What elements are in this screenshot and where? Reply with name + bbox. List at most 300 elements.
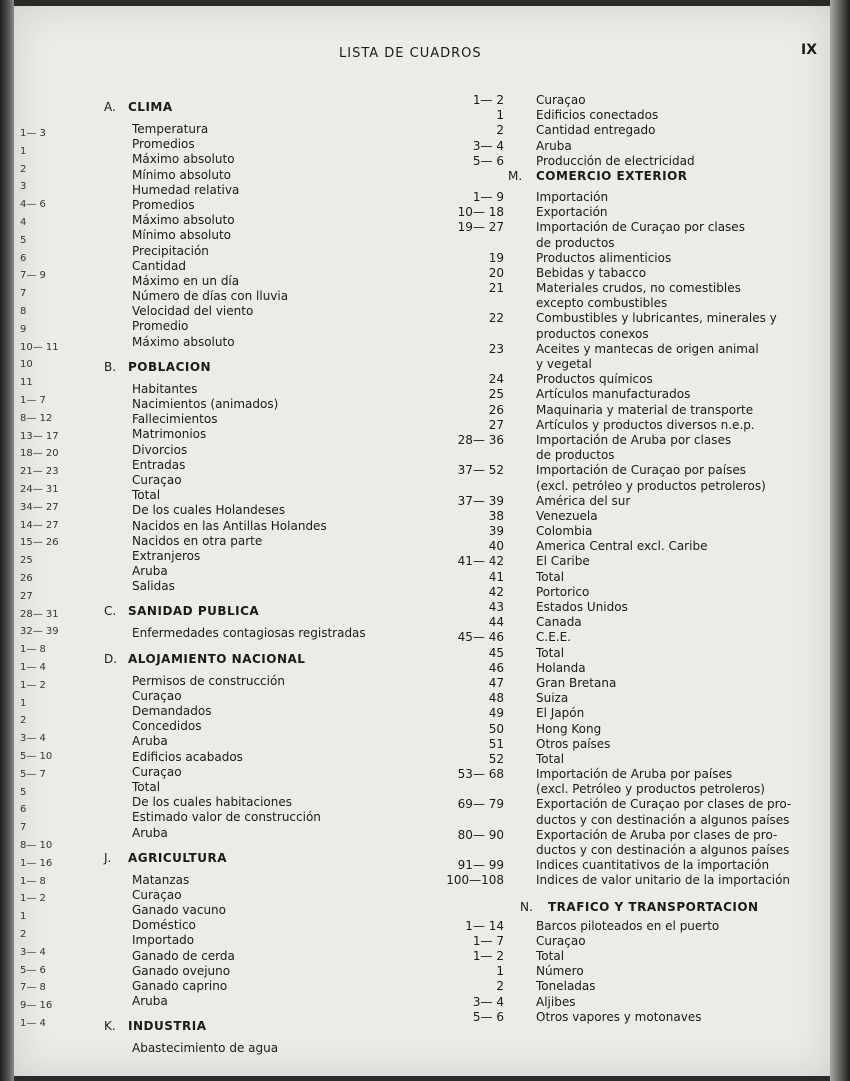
table-title: Exportación de Aruba por clases de pro- bbox=[536, 827, 778, 842]
table-number: 44 bbox=[488, 615, 504, 630]
table-title: América del sur bbox=[536, 493, 631, 508]
left-column bbox=[104, 100, 374, 1067]
section-letter: M. bbox=[508, 168, 523, 183]
table-list-item bbox=[440, 873, 820, 888]
table-number: 1— 2 bbox=[472, 948, 504, 963]
table-number: 2 bbox=[496, 123, 504, 138]
section-header bbox=[104, 652, 374, 674]
table-title: Total bbox=[536, 645, 565, 660]
table-number: 43 bbox=[488, 600, 504, 614]
table-title: Hong Kong bbox=[536, 721, 602, 736]
table-number: 27 bbox=[488, 417, 504, 432]
table-list-item: Nacidos en las Antillas Holandes bbox=[132, 518, 327, 533]
spacer bbox=[104, 350, 374, 360]
table-number: 52 bbox=[488, 751, 504, 766]
table-title: Barcos piloteados en el puerto bbox=[536, 918, 720, 933]
margin-number: 6 bbox=[20, 804, 27, 816]
table-list-item bbox=[440, 752, 820, 767]
margin-number: 4 bbox=[20, 217, 27, 228]
table-list-item: Promedios bbox=[132, 137, 195, 152]
margin-number: 1— 8 bbox=[20, 644, 46, 656]
table-list-item: Aruba bbox=[132, 825, 168, 840]
table-list-item: Habitantes bbox=[132, 381, 198, 396]
margin-number: 9— 16 bbox=[20, 1000, 53, 1012]
table-number: 1— 9 bbox=[472, 189, 504, 204]
margin-number: 7— 9 bbox=[20, 270, 46, 282]
section-header bbox=[104, 851, 374, 873]
table-list-item bbox=[440, 691, 820, 706]
table-list-item: Número de días con lluvia bbox=[132, 289, 289, 304]
table-title: C.E.E. bbox=[536, 630, 571, 645]
section-header bbox=[104, 604, 374, 626]
table-list-item: Extranjeros bbox=[132, 548, 201, 563]
table-title: Combustibles y lubricantes, minerales y bbox=[536, 311, 777, 326]
margin-number: 7 bbox=[20, 822, 27, 834]
table-list-item bbox=[440, 139, 820, 154]
table-list-item bbox=[440, 919, 820, 934]
table-list-item: Velocidad del viento bbox=[132, 304, 254, 319]
table-number: 1 bbox=[496, 108, 504, 123]
table-list-item: Estimado valor de construcción bbox=[132, 810, 321, 825]
table-title: Curaçao bbox=[536, 933, 586, 948]
margin-number: 1 bbox=[20, 145, 27, 157]
margin-number: 6 bbox=[20, 252, 27, 264]
table-list-item bbox=[440, 372, 820, 387]
table-title: Maquinaria y material de transporte bbox=[536, 402, 754, 417]
table-list-item: Curaçao bbox=[132, 472, 182, 487]
table-list-item: Ganado ovejuno bbox=[132, 963, 231, 978]
table-title: Portorico bbox=[536, 584, 590, 599]
table-number: 46 bbox=[488, 660, 504, 675]
table-list-item bbox=[440, 448, 820, 463]
table-title: Artículos manufacturados bbox=[536, 387, 691, 402]
table-number: 28— 36 bbox=[457, 432, 504, 447]
table-number: 20 bbox=[488, 265, 504, 280]
table-title: Exportación bbox=[536, 205, 608, 220]
page-outer-edge bbox=[830, 0, 850, 1081]
table-list-item: Divorcios bbox=[132, 442, 188, 457]
table-title: de productos bbox=[536, 448, 615, 463]
table-title: Indices cuantitativos de la importación bbox=[536, 858, 770, 873]
table-list-item: Máximo en un día bbox=[132, 273, 240, 288]
table-title: Productos alimenticios bbox=[536, 250, 672, 265]
table-number: 49 bbox=[488, 706, 504, 721]
section-header bbox=[104, 360, 374, 382]
table-title: Otros vapores y motonaves bbox=[536, 1009, 702, 1024]
table-list-item bbox=[440, 433, 820, 448]
table-number: 25 bbox=[488, 387, 504, 402]
table-list-item: Ganado caprino bbox=[132, 979, 228, 993]
table-number: 91— 99 bbox=[457, 858, 504, 873]
table-list-item: Edificios acabados bbox=[132, 749, 243, 764]
section-header bbox=[104, 100, 374, 122]
table-list-item bbox=[440, 995, 820, 1010]
table-list-item: Concedidos bbox=[132, 719, 202, 734]
table-list-item bbox=[440, 949, 820, 964]
section-title: SANIDAD PUBLICA bbox=[128, 604, 260, 619]
table-number: 42 bbox=[488, 584, 504, 599]
table-title: Gran Bretana bbox=[536, 675, 617, 690]
table-number: 39 bbox=[488, 524, 504, 539]
spacer bbox=[104, 1009, 374, 1019]
table-list-item bbox=[440, 813, 820, 828]
table-number: 37— 39 bbox=[457, 493, 504, 508]
margin-number: 3— 4 bbox=[20, 946, 46, 958]
table-list-item bbox=[440, 782, 820, 797]
table-title: y vegetal bbox=[536, 357, 592, 371]
section-title: CLIMA bbox=[128, 100, 173, 114]
table-list-item bbox=[440, 828, 820, 843]
table-number: 19— 27 bbox=[457, 220, 504, 235]
table-list-item: De los cuales habitaciones bbox=[132, 795, 293, 810]
table-number: 69— 79 bbox=[457, 797, 504, 812]
table-list-item: Nacidos en otra parte bbox=[132, 533, 263, 548]
table-list-item bbox=[440, 463, 820, 478]
table-list-item: Promedio bbox=[132, 319, 189, 334]
table-list-item bbox=[440, 154, 820, 169]
table-title: Total bbox=[536, 948, 565, 963]
table-number: 48 bbox=[488, 691, 504, 706]
table-title: Exportación de Curaçao por clases de pro- bbox=[536, 797, 792, 812]
table-list-item: Demandados bbox=[132, 704, 212, 718]
table-number: 21 bbox=[488, 281, 504, 296]
table-number: 50 bbox=[488, 721, 504, 736]
table-list-item: Máximo absoluto bbox=[132, 213, 235, 228]
table-title: Cantidad entregado bbox=[536, 123, 656, 138]
table-list-item: Promedios bbox=[132, 197, 195, 212]
table-number: 1— 14 bbox=[465, 918, 504, 933]
table-number: 10— 18 bbox=[457, 205, 504, 220]
table-list-item bbox=[440, 646, 820, 661]
table-list-item bbox=[440, 722, 820, 737]
table-title: El Caribe bbox=[536, 554, 590, 569]
table-title: Holanda bbox=[536, 660, 586, 675]
page-number: IX bbox=[801, 42, 818, 58]
table-list-item bbox=[440, 797, 820, 812]
table-number: 51 bbox=[488, 736, 504, 751]
table-title: ductos y con destinación a algunos países bbox=[536, 812, 790, 827]
table-number: 100—108 bbox=[446, 873, 504, 888]
table-title: Importación de Aruba por países bbox=[536, 767, 733, 782]
table-list-item bbox=[440, 387, 820, 402]
table-number: 45— 46 bbox=[457, 630, 504, 645]
spacer bbox=[104, 642, 374, 652]
margin-number: 5 bbox=[20, 786, 27, 798]
table-title: Aceites y mantecas de origen animal bbox=[536, 341, 759, 356]
table-number: 24 bbox=[488, 372, 504, 387]
section-letter: C. bbox=[104, 604, 117, 619]
spacer bbox=[104, 594, 374, 604]
table-number: 41— 42 bbox=[457, 554, 504, 569]
table-list-item: Entradas bbox=[132, 457, 186, 472]
table-list-item: Curaçao bbox=[132, 764, 182, 779]
table-list-item bbox=[440, 281, 820, 296]
section-letter: D. bbox=[104, 651, 118, 666]
table-list-item: Curaçao bbox=[132, 688, 182, 703]
section-letter: J. bbox=[104, 850, 112, 865]
margin-number: 1— 3 bbox=[20, 128, 46, 139]
table-title: Importación bbox=[536, 189, 609, 204]
margin-number: 2 bbox=[20, 163, 27, 175]
table-list-item bbox=[440, 600, 820, 615]
table-list-item: Cantidad bbox=[132, 258, 186, 273]
table-list-item: Enfermedades contagiosas registradas bbox=[132, 626, 366, 641]
margin-number: 8— 12 bbox=[20, 412, 53, 424]
table-list-item: Doméstico bbox=[132, 918, 196, 933]
table-list-item: Humedad relativa bbox=[132, 182, 240, 197]
table-list-item bbox=[440, 934, 820, 949]
margin-number: 4— 6 bbox=[20, 199, 46, 211]
table-list-item bbox=[440, 479, 820, 494]
table-title: Curaçao bbox=[536, 93, 586, 107]
margin-number: 1 bbox=[20, 911, 27, 923]
table-title: Aljibes bbox=[536, 994, 576, 1009]
table-list-item: Abastecimiento de agua bbox=[132, 1041, 279, 1056]
table-title: Importación de Curaçao por clases bbox=[536, 220, 745, 235]
table-title: ductos y con destinación a algunos países bbox=[536, 843, 790, 857]
margin-number: 3 bbox=[20, 181, 27, 193]
margin-number: 28— 31 bbox=[20, 608, 59, 620]
table-list-item bbox=[440, 494, 820, 509]
table-list-item bbox=[440, 843, 820, 858]
section-title: COMERCIO EXTERIOR bbox=[536, 168, 688, 183]
table-list-item bbox=[440, 979, 820, 994]
table-list-item: Total bbox=[132, 488, 161, 503]
table-list-item: De los cuales Holandeses bbox=[132, 503, 286, 518]
table-title: excepto combustibles bbox=[536, 296, 668, 311]
table-list-item bbox=[440, 266, 820, 281]
section-title: AGRICULTURA bbox=[128, 850, 228, 865]
margin-number: 1— 4 bbox=[20, 1018, 46, 1029]
margin-number: 32— 39 bbox=[20, 626, 59, 638]
section-title: POBLACION bbox=[128, 359, 212, 374]
table-list-item bbox=[440, 1010, 820, 1025]
table-number: 53— 68 bbox=[457, 767, 504, 782]
margin-number: 26 bbox=[20, 573, 33, 584]
table-list-item bbox=[440, 311, 820, 326]
spacer bbox=[104, 841, 374, 851]
margin-number: 18— 20 bbox=[20, 448, 59, 460]
page-binding-edge bbox=[0, 0, 14, 1081]
table-title: Indices de valor unitario de la importación bbox=[536, 873, 791, 888]
table-list-item bbox=[440, 418, 820, 433]
table-list-item bbox=[440, 858, 820, 873]
margin-number: 15— 26 bbox=[20, 537, 59, 549]
margin-number: 21— 23 bbox=[20, 466, 59, 478]
section-header bbox=[104, 1019, 374, 1041]
table-list-item: Temperatura bbox=[132, 122, 209, 136]
spacer bbox=[104, 1057, 374, 1067]
table-number: 40 bbox=[488, 539, 504, 554]
table-title: Edificios conectados bbox=[536, 108, 659, 123]
table-list-item bbox=[440, 554, 820, 569]
margin-number: 7— 8 bbox=[20, 982, 46, 994]
table-number: 5— 6 bbox=[472, 153, 504, 168]
table-list-item: Total bbox=[132, 779, 161, 794]
margin-number: 5— 6 bbox=[20, 964, 46, 976]
section-title: INDUSTRIA bbox=[128, 1019, 207, 1034]
table-list-item: Aruba bbox=[132, 734, 168, 749]
table-list-item bbox=[440, 93, 820, 108]
margin-number: 8 bbox=[20, 306, 27, 317]
table-list-item: Nacimientos (animados) bbox=[132, 397, 279, 411]
table-list-item: Matanzas bbox=[132, 872, 190, 887]
table-number: 1 bbox=[496, 964, 504, 979]
table-list-item bbox=[440, 403, 820, 418]
table-list-item: Máximo absoluto bbox=[132, 152, 235, 167]
table-title: Artículos y productos diversos n.e.p. bbox=[536, 417, 755, 432]
table-number: 1— 2 bbox=[472, 93, 504, 107]
margin-number: 14— 27 bbox=[20, 519, 59, 531]
margin-number: 13— 17 bbox=[20, 430, 59, 442]
table-list-item bbox=[440, 327, 820, 342]
margin-number: 1— 7 bbox=[20, 395, 46, 406]
table-list-item bbox=[440, 342, 820, 357]
table-list-item: Mínimo absoluto bbox=[132, 167, 232, 182]
table-number: 19 bbox=[488, 250, 504, 265]
table-title: El Japón bbox=[536, 706, 585, 721]
table-list-item bbox=[440, 205, 820, 220]
table-number: 5— 6 bbox=[472, 1009, 504, 1024]
section-letter: B. bbox=[104, 359, 117, 374]
table-list-item: Permisos de construcción bbox=[132, 673, 285, 688]
table-number: 1— 7 bbox=[472, 933, 504, 948]
margin-number: 1— 8 bbox=[20, 875, 46, 887]
table-number: 23 bbox=[488, 341, 504, 356]
table-list-item: Salidas bbox=[132, 579, 175, 594]
table-number: 45 bbox=[488, 645, 504, 660]
table-list-item bbox=[440, 706, 820, 721]
table-list-item bbox=[440, 509, 820, 524]
margin-number: 25 bbox=[20, 555, 33, 567]
margin-number: 8— 10 bbox=[20, 840, 53, 851]
section-title: TRAFICO Y TRANSPORTACION bbox=[548, 899, 759, 914]
table-title: Total bbox=[536, 569, 565, 584]
table-title: Productos químicos bbox=[536, 372, 653, 387]
table-number: 37— 52 bbox=[457, 463, 504, 478]
table-list-item bbox=[440, 108, 820, 123]
table-number: 41 bbox=[488, 569, 504, 584]
margin-number: 1— 2 bbox=[20, 679, 46, 691]
margin-number: 34— 27 bbox=[20, 501, 59, 513]
table-list-item: Fallecimientos bbox=[132, 412, 218, 427]
section-letter: N. bbox=[520, 899, 533, 914]
table-title: Canada bbox=[536, 615, 582, 630]
table-number: 3— 4 bbox=[472, 138, 504, 153]
table-title: America Central excl. Caribe bbox=[536, 539, 708, 554]
table-list-item bbox=[440, 676, 820, 691]
table-list-item bbox=[440, 220, 820, 235]
section-header-n bbox=[440, 900, 820, 919]
table-title: Toneladas bbox=[536, 979, 596, 994]
table-list-item bbox=[440, 737, 820, 752]
table-list-item bbox=[440, 190, 820, 205]
table-list-item: Ganado vacuno bbox=[132, 903, 226, 918]
table-title: Suiza bbox=[536, 691, 569, 706]
table-title: Estados Unidos bbox=[536, 600, 628, 614]
table-list-item: Matrimonios bbox=[132, 427, 207, 442]
table-number: 22 bbox=[488, 311, 504, 326]
table-list-item bbox=[440, 357, 820, 372]
margin-number: 10— 11 bbox=[20, 341, 59, 353]
table-title: de productos bbox=[536, 235, 615, 250]
table-title: (excl. Petróleo y productos petroleros) bbox=[536, 782, 765, 797]
right-column bbox=[440, 93, 820, 1025]
table-list-item bbox=[440, 585, 820, 600]
section-letter: A. bbox=[104, 100, 116, 114]
margin-number: 5— 10 bbox=[20, 751, 53, 762]
margin-number: 11 bbox=[20, 377, 33, 389]
margin-number: 27 bbox=[20, 590, 33, 602]
table-title: Producción de electricidad bbox=[536, 153, 695, 168]
table-list-item: Curaçao bbox=[132, 887, 182, 902]
table-list-item bbox=[440, 964, 820, 979]
section-header-m bbox=[440, 169, 820, 190]
table-list-item bbox=[440, 236, 820, 251]
table-list-item: Mínimo absoluto bbox=[132, 228, 232, 243]
table-number: 26 bbox=[488, 402, 504, 417]
table-title: Total bbox=[536, 751, 565, 766]
table-title: Importación de Aruba por clases bbox=[536, 432, 732, 447]
table-title: (excl. petróleo y productos petroleros) bbox=[536, 478, 766, 493]
table-list-item bbox=[440, 251, 820, 266]
table-number: 38 bbox=[488, 508, 504, 523]
table-title: Importación de Curaçao por países bbox=[536, 463, 746, 478]
table-number: 80— 90 bbox=[457, 827, 504, 842]
table-number: 47 bbox=[488, 675, 504, 690]
margin-number: 2 bbox=[20, 929, 27, 940]
table-title: Número bbox=[536, 964, 584, 979]
margin-number: 1— 2 bbox=[20, 893, 46, 905]
margin-number: 2 bbox=[20, 715, 27, 727]
table-list-item bbox=[440, 630, 820, 645]
table-title: Venezuela bbox=[536, 508, 598, 523]
table-title: Colombia bbox=[536, 524, 593, 539]
margin-number: 5 bbox=[20, 234, 27, 246]
table-list-item bbox=[440, 661, 820, 676]
table-list-item bbox=[440, 296, 820, 311]
table-list-item bbox=[440, 123, 820, 138]
table-list-item: Aruba bbox=[132, 564, 168, 579]
table-list-item: Aruba bbox=[132, 994, 168, 1009]
table-number: 2 bbox=[496, 979, 504, 994]
table-list-item bbox=[440, 539, 820, 554]
margin-number: 9 bbox=[20, 323, 27, 335]
margin-number: 7 bbox=[20, 288, 27, 300]
table-list-item: Importado bbox=[132, 933, 195, 948]
margin-number: 5— 7 bbox=[20, 768, 46, 780]
margin-number: 1 bbox=[20, 697, 27, 709]
table-number: 3— 4 bbox=[472, 994, 504, 1009]
table-title: Bebidas y tabacco bbox=[536, 265, 647, 280]
table-list-item bbox=[440, 615, 820, 630]
table-list-item: Precipitación bbox=[132, 243, 209, 258]
table-title: productos conexos bbox=[536, 326, 649, 341]
table-list-item: Máximo absoluto bbox=[132, 334, 235, 349]
table-list-item bbox=[440, 767, 820, 782]
margin-number: 1— 4 bbox=[20, 662, 46, 673]
table-list-item bbox=[440, 570, 820, 585]
section-title: ALOJAMIENTO NACIONAL bbox=[128, 651, 306, 666]
page-title: LISTA DE CUADROS bbox=[339, 46, 482, 61]
margin-number: 1— 16 bbox=[20, 857, 53, 869]
table-list-item: Ganado de cerda bbox=[132, 948, 235, 963]
margin-number: 24— 31 bbox=[20, 484, 59, 495]
margin-number: 3— 4 bbox=[20, 733, 46, 745]
table-title: Materiales crudos, no comestibles bbox=[536, 281, 741, 296]
table-list-item bbox=[440, 524, 820, 539]
table-title: Otros países bbox=[536, 736, 611, 751]
